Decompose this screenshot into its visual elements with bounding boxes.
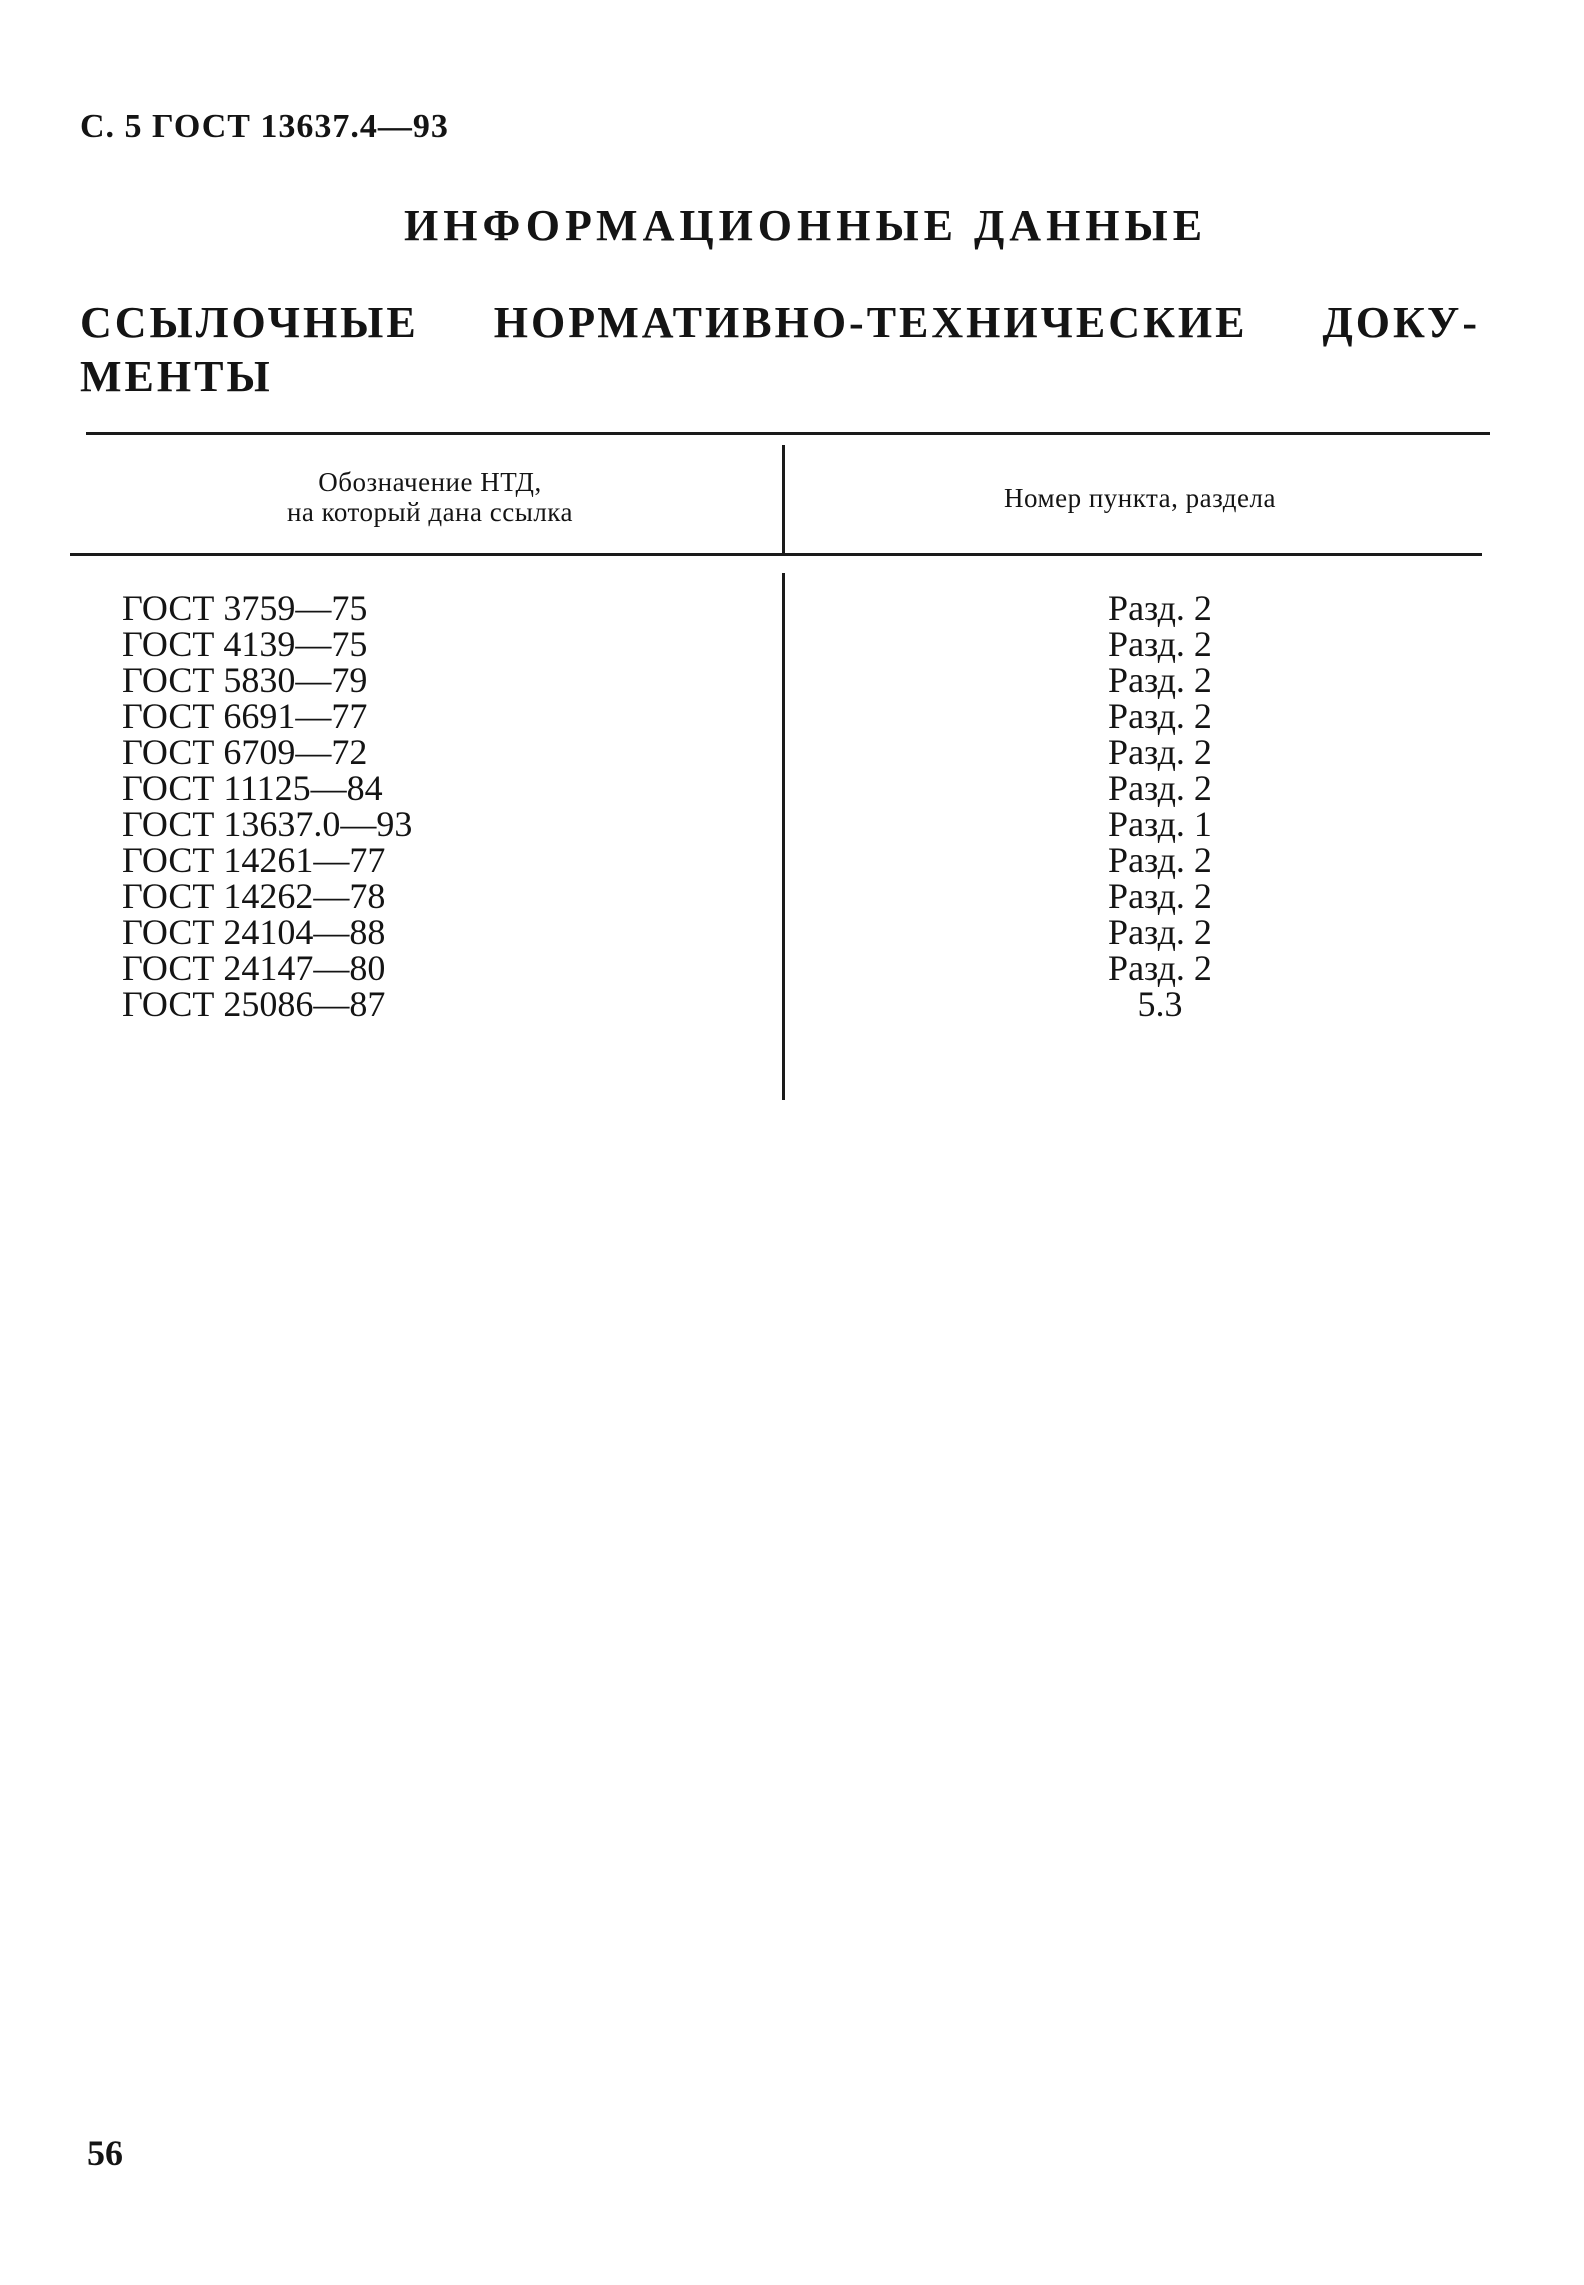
section-reference: Разд. 2 [1108,912,1212,952]
section-heading-word1: ССЫЛОЧНЫЕ [80,298,419,347]
document-designation: ГОСТ 5830—79 [122,660,368,700]
section-reference: Разд. 1 [1108,804,1212,844]
table-header-rule [70,553,1482,556]
column-header-designation-line1: Обозначение НТД, [318,467,542,497]
section-heading-line1 [80,296,1480,350]
column-header-section: Номер пункта, раздела [1004,483,1276,513]
section-reference: Разд. 2 [1108,876,1212,916]
document-designation: ГОСТ 14261—77 [122,840,386,880]
section-reference: Разд. 2 [1108,660,1212,700]
section-reference: Разд. 2 [1108,624,1212,664]
document-designation: ГОСТ 14262—78 [122,876,386,916]
document-list [122,590,412,1022]
document-designation: ГОСТ 11125—84 [122,768,383,808]
section-list [1010,590,1310,1022]
table-body-divider [782,573,785,1100]
section-heading [80,296,1480,404]
document-designation: ГОСТ 24147—80 [122,948,386,988]
document-designation: ГОСТ 6691—77 [122,696,368,736]
table-header-divider [782,445,785,555]
document-designation: ГОСТ 4139—75 [122,624,368,664]
document-designation: ГОСТ 24104—88 [122,912,386,952]
section-reference: Разд. 2 [1108,840,1212,880]
section-reference: Разд. 2 [1108,768,1212,808]
section-reference: Разд. 2 [1108,696,1212,736]
running-header: С. 5 ГОСТ 13637.4—93 [80,108,449,145]
section-heading-word2: НОРМАТИВНО-ТЕХНИЧЕСКИЕ [493,298,1248,347]
section-reference: Разд. 2 [1108,588,1212,628]
section-heading-word3: ДОКУ- [1322,298,1480,347]
column-header-designation [110,467,750,527]
section-reference: Разд. 2 [1108,948,1212,988]
section-heading-line2: МЕНТЫ [80,352,273,401]
section-reference: 5.3 [1137,984,1183,1024]
info-title: ИНФОРМАЦИОННЫЕ ДАННЫЕ [404,201,1208,250]
table-top-rule [86,432,1490,435]
document-designation: ГОСТ 13637.0—93 [122,804,413,844]
document-designation: ГОСТ 25086—87 [122,984,386,1024]
page-number: 56 [87,2133,123,2173]
document-designation: ГОСТ 3759—75 [122,588,368,628]
document-designation: ГОСТ 6709—72 [122,732,368,772]
column-header-designation-line2: на который дана ссылка [286,497,574,527]
section-reference: Разд. 2 [1108,732,1212,772]
